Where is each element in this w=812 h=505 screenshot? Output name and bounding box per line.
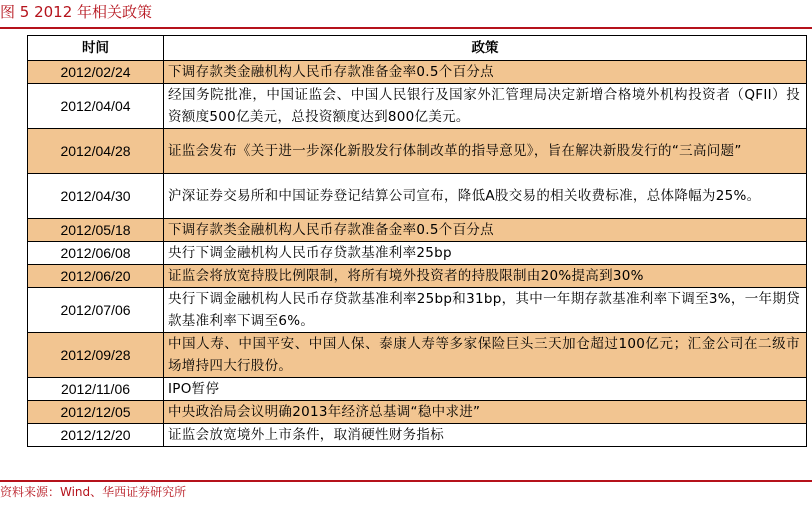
row-date: 2012/02/24 — [28, 61, 164, 84]
table-row — [28, 424, 807, 447]
header-date: 时间 — [28, 36, 164, 61]
row-date: 2012/04/04 — [28, 84, 164, 129]
table-row — [28, 401, 807, 424]
table-row — [28, 174, 807, 219]
top-divider — [0, 27, 812, 29]
row-policy: 证监会将放宽持股比例限制，将所有境外投资者的持股限制由20%提高到30% — [164, 265, 807, 288]
table-row — [28, 84, 807, 129]
table-row — [28, 333, 807, 378]
table-row — [28, 129, 807, 174]
row-policy: 经国务院批准，中国证监会、中国人民银行及国家外汇管理局决定新增合格境外机构投资者（QFII）投资额度500亿美元，总投资额度达到800亿美元。 — [164, 84, 807, 129]
row-policy: 中国人寿、中国平安、中国人保、泰康人寿等多家保险巨头三天加仓超过100亿元；汇金公司在二级市场增持四大行股份。 — [164, 333, 807, 378]
table-row — [28, 378, 807, 401]
table-header-row — [28, 36, 807, 61]
bottom-divider — [0, 480, 812, 482]
header-policy: 政策 — [164, 36, 807, 61]
row-date: 2012/12/20 — [28, 424, 164, 447]
row-policy: 证监会放宽境外上市条件，取消硬性财务指标 — [164, 424, 807, 447]
row-date: 2012/11/06 — [28, 378, 164, 401]
table-body — [28, 61, 807, 447]
row-date: 2012/06/08 — [28, 242, 164, 265]
figure-title: 图 5 2012 年相关政策 — [0, 3, 153, 21]
row-policy: 下调存款类金融机构人民币存款准备金率0.5个百分点 — [164, 61, 807, 84]
row-policy: 下调存款类金融机构人民币存款准备金率0.5个百分点 — [164, 219, 807, 242]
table-row — [28, 219, 807, 242]
table-row — [28, 288, 807, 333]
row-date: 2012/04/28 — [28, 129, 164, 174]
row-date: 2012/12/05 — [28, 401, 164, 424]
row-policy: 证监会发布《关于进一步深化新股发行体制改革的指导意见》，旨在解决新股发行的“三高问题” — [164, 129, 807, 174]
row-policy: IPO暂停 — [164, 378, 807, 401]
row-policy: 央行下调金融机构人民币存贷款基准利率25bp — [164, 242, 807, 265]
row-date: 2012/09/28 — [28, 333, 164, 378]
table-row — [28, 265, 807, 288]
policy-table — [27, 35, 807, 447]
table-row — [28, 242, 807, 265]
row-date: 2012/04/30 — [28, 174, 164, 219]
row-policy: 沪深证券交易所和中国证券登记结算公司宣布，降低A股交易的相关收费标准，总体降幅为25%。 — [164, 174, 807, 219]
source-note: 资料来源：Wind、华西证券研究所 — [0, 485, 187, 499]
row-date: 2012/06/20 — [28, 265, 164, 288]
table-row — [28, 61, 807, 84]
row-policy: 中央政治局会议明确2013年经济总基调“稳中求进” — [164, 401, 807, 424]
row-date: 2012/05/18 — [28, 219, 164, 242]
row-policy: 央行下调金融机构人民币存贷款基准利率25bp和31bp，其中一年期存款基准利率下调至3%，一年期贷款基准利率下调至6%。 — [164, 288, 807, 333]
row-date: 2012/07/06 — [28, 288, 164, 333]
